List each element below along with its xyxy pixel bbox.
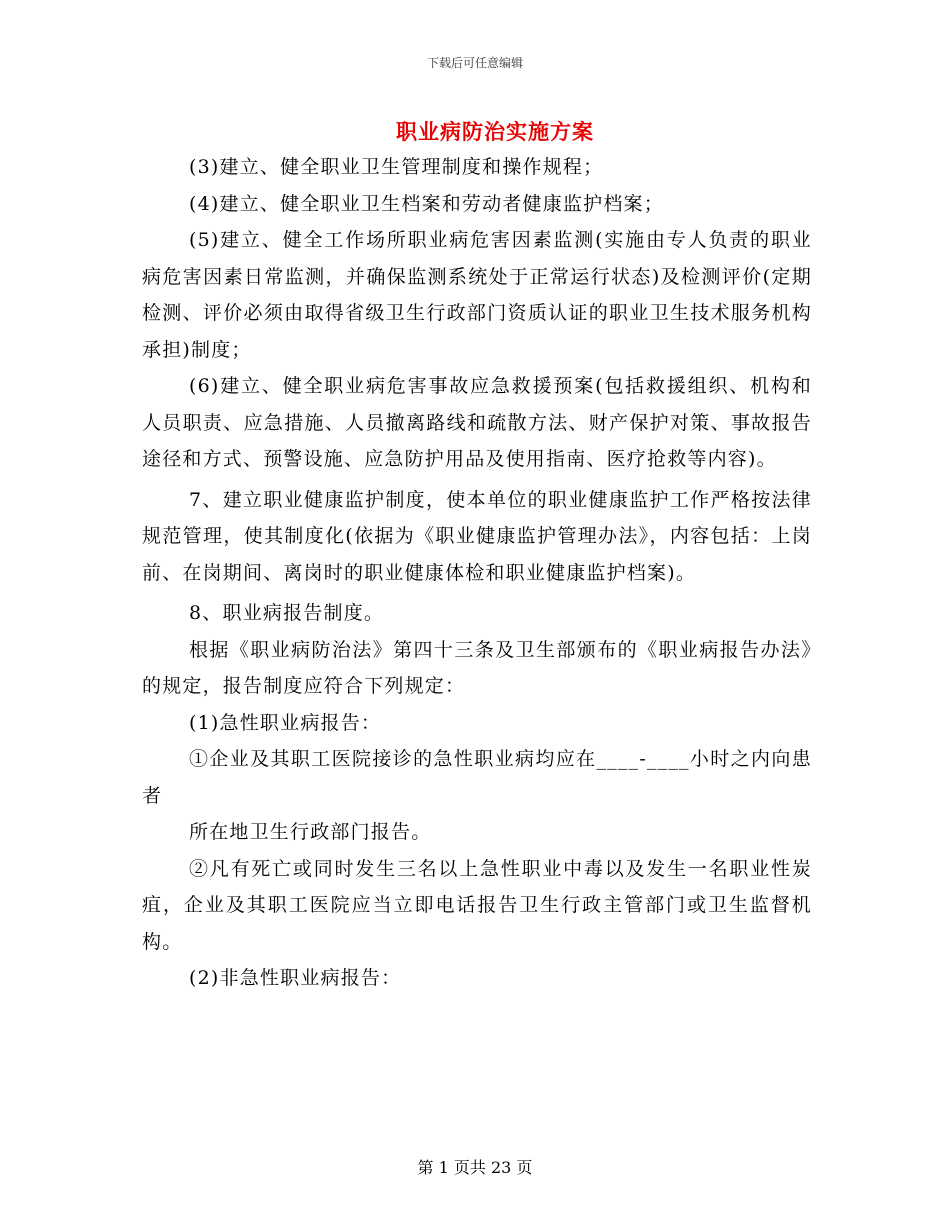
paragraph-acute-report-rule-2: ②凡有死亡或同时发生三名以上急性职业中毒以及发生一名职业性炭疽，企业及其职工医院应当立即电话报告卫生行政主管部门或卫生监督机构。	[142, 857, 812, 953]
document-title: 职业病防治实施方案	[396, 119, 594, 144]
paragraph-acute-report-heading: (1)急性职业病报告：	[189, 711, 382, 734]
paragraph-report-basis: 根据《职业病防治法》第四十三条及卫生部颁布的《职业病报告办法》的规定，报告制度应符合下列规定：	[142, 638, 812, 697]
paragraph-report-system: 8、职业病报告制度。	[189, 602, 385, 624]
page-footer: 第 1 页共 23 页	[417, 1158, 533, 1177]
document-body	[142, 149, 812, 997]
paragraph-acute-report-rule-1-cont: 所在地卫生行政部门报告。	[189, 821, 432, 843]
paragraph-item-3: (3)建立、健全职业卫生管理制度和操作规程；	[189, 156, 604, 178]
paragraph-acute-report-rule-1: ①企业及其职工医院接诊的急性职业病均应在____-____小时之内向患者	[142, 748, 812, 807]
paragraph-health-monitoring: 7、建立职业健康监护制度，使本单位的职业健康监护工作严格按法律规范管理，使其制度化(依据为《职业健康监护管理办法》，内容包括：上岗前、在岗期间、离岗时的职业健康体检和职业健康监护档案)。	[142, 488, 812, 584]
paragraph-nonacute-report-heading: (2)非急性职业病报告：	[189, 967, 402, 989]
paragraph-item-6: (6)建立、健全职业病危害事故应急救援预案(包括救援组织、机构和人员职责、应急措施、人员撤离路线和疏散方法、财产保护对策、事故报告途径和方式、预警设施、应急防护用品及使用指南、医疗抢救等内容)。	[142, 375, 812, 470]
header-note: 下载后可任意编辑	[426, 56, 523, 70]
paragraph-item-5: (5)建立、健全工作场所职业病危害因素监测(实施由专人负责的职业病危害因素日常监测，并确保监测系统处于正常运行状态)及检测评价(定期检测、评价必须由取得省级卫生行政部门资质认证的职业卫生技术服务机构承担)制度；	[142, 229, 812, 361]
paragraph-item-4: (4)建立、健全职业卫生档案和劳动者健康监护档案；	[189, 192, 664, 215]
